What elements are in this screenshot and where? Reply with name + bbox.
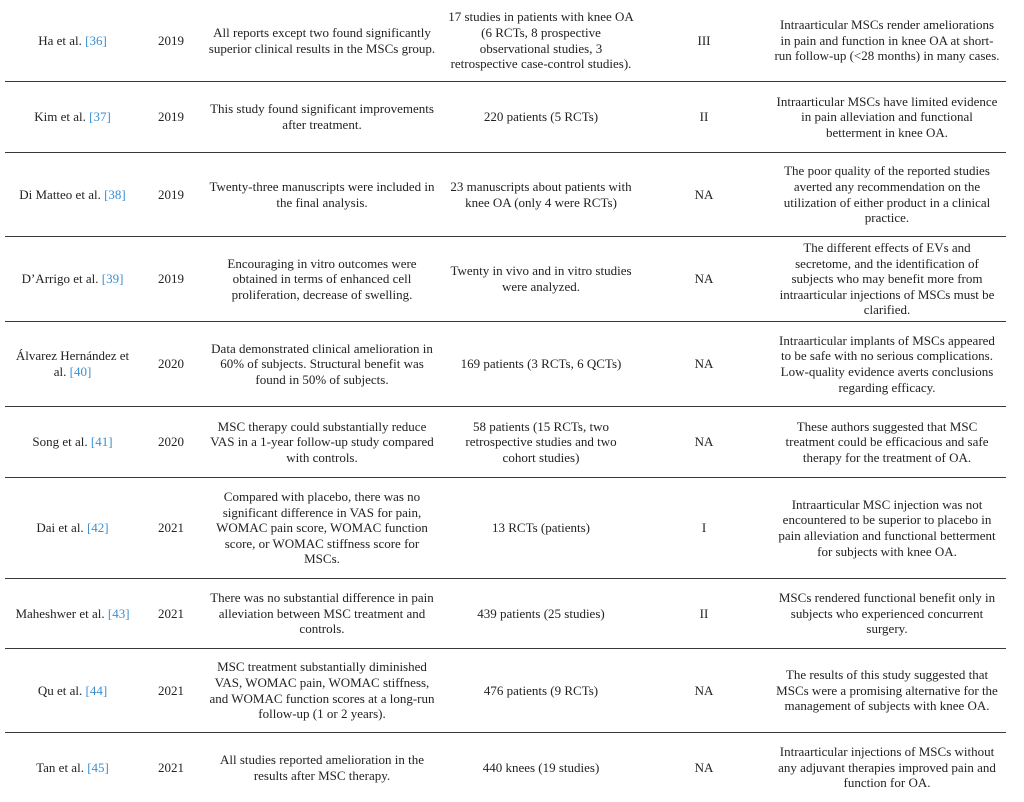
study-cell: [5, 760, 140, 776]
study-cell: [5, 606, 140, 622]
evidence-level-cell: I: [701, 520, 707, 536]
citation-link[interactable]: [41]: [90, 434, 113, 450]
sample-cell: 169 patients (3 RCTs, 6 QCTs): [460, 356, 622, 372]
conclusion-cell: Intraarticular implants of MSCs appeared to be safe with no serious complications. Low-quality evidence averts conclusions regarding efficacy.: [779, 332, 995, 395]
sample-cell: 58 patients (15 RCTs, two retrospective studies and two cohort studies): [465, 418, 617, 465]
year-cell: 2020: [158, 356, 184, 372]
conclusion-cell: MSCs rendered functional benefit only in subjects who experienced concurrent surgery.: [778, 590, 996, 637]
table-row: [5, 649, 1006, 733]
evidence-level-cell: II: [699, 109, 709, 125]
conclusion-cell: Intraarticular injections of MSCs without any adjuvant therapies improved pain and function for OA.: [778, 744, 996, 791]
citation-link[interactable]: [44]: [85, 682, 108, 698]
year-cell: 2021: [158, 682, 184, 698]
citation-link[interactable]: [38]: [104, 186, 126, 202]
table-row: [5, 322, 1006, 407]
citation-link[interactable]: [37]: [89, 109, 111, 125]
table-row: [5, 579, 1006, 649]
study-authors: Ha et al.: [38, 32, 82, 48]
findings-cell: Encouraging in vitro outcomes were obtained in terms of enhanced cell proliferation, decrease of swelling.: [227, 255, 417, 302]
findings-cell: Twenty-three manuscripts were included in the final analysis.: [209, 178, 435, 210]
conclusion-cell: Intraarticular MSCs have limited evidence in pain alleviation and functional betterment in knee OA.: [776, 93, 998, 140]
study-authors: Álvarez Hernández et al.: [15, 348, 130, 379]
evidence-level-cell: NA: [694, 682, 714, 698]
table-row: [5, 82, 1006, 153]
conclusion-cell: The poor quality of the reported studies averted any recommendation on the utilization of either product in a clinical practice.: [783, 163, 991, 226]
sample-cell: 23 manuscripts about patients with knee OA (only 4 were RCTs): [450, 178, 632, 210]
study-cell: [5, 348, 140, 379]
conclusion-cell: Intraarticular MSCs render ameliorations in pain and function in knee OA at short-run follow-up (<28 months) in many cases.: [774, 17, 1000, 64]
study-cell: [5, 271, 140, 287]
findings-cell: There was no substantial difference in pain alleviation between MSC treatment and controls.: [210, 590, 434, 637]
conclusion-cell: The results of this study suggested that MSCs were a promising alternative for the management of subjects with knee OA.: [776, 667, 998, 714]
citation-link[interactable]: [40]: [69, 364, 92, 379]
year-cell: 2019: [158, 271, 184, 287]
conclusion-cell: These authors suggested that MSC treatment could be efficacious and safe therapy for the treatment of OA.: [785, 418, 989, 465]
findings-cell: Data demonstrated clinical amelioration in 60% of subjects. Structural benefit was found in 50% of subjects.: [211, 340, 433, 387]
evidence-level-cell: NA: [694, 759, 714, 775]
table-row: [5, 153, 1006, 237]
study-cell: [5, 520, 140, 536]
citation-link[interactable]: [43]: [107, 605, 130, 621]
table-row: [5, 407, 1006, 478]
sample-cell: 476 patients (9 RCTs): [483, 682, 599, 698]
sample-cell: 439 patients (25 studies): [477, 605, 605, 621]
study-cell: [5, 109, 140, 125]
table-row: [5, 478, 1006, 579]
sample-cell: 440 knees (19 studies): [482, 759, 600, 775]
evidence-level-cell: NA: [694, 186, 714, 202]
study-authors: Song et al.: [32, 434, 88, 450]
table-row: [5, 733, 1006, 802]
citation-link[interactable]: [45]: [87, 759, 109, 775]
year-cell: 2019: [158, 32, 184, 48]
findings-cell: This study found significant improvements after treatment.: [210, 101, 434, 132]
conclusion-cell: Intraarticular MSC injection was not encountered to be superior to placebo in pain alleviation and functional betterment for subjects with knee OA.: [778, 496, 996, 559]
findings-cell: Compared with placebo, there was no significant difference in VAS for pain, WOMAC pain score, WOMAC function score, or WOMAC stiffness score for MSCs.: [216, 489, 428, 567]
year-cell: 2021: [158, 605, 184, 621]
sample-cell: 220 patients (5 RCTs): [483, 109, 599, 125]
citation-link[interactable]: [42]: [86, 520, 109, 536]
evidence-level-cell: NA: [694, 356, 714, 372]
sample-cell: 17 studies in patients with knee OA (6 RCTs, 8 prospective observational studies, 3 retrospective case-control studies).: [448, 9, 634, 72]
year-cell: 2021: [158, 759, 184, 775]
table-row: [5, 0, 1006, 82]
study-authors: Maheshwer et al.: [15, 605, 105, 621]
studies-table: [5, 0, 1006, 802]
study-cell: [5, 187, 140, 203]
year-cell: 2020: [158, 434, 184, 450]
evidence-level-cell: II: [699, 605, 709, 621]
study-authors: Tan et al.: [36, 759, 84, 775]
sample-cell: Twenty in vivo and in vitro studies were analyzed.: [450, 263, 632, 294]
findings-cell: MSC therapy could substantially reduce VAS in a 1-year follow-up study compared with controls.: [210, 418, 434, 465]
citation-link[interactable]: [36]: [85, 32, 107, 48]
table-row: [5, 237, 1006, 322]
year-cell: 2021: [158, 520, 184, 536]
year-cell: 2019: [158, 186, 184, 202]
year-cell: 2019: [158, 109, 184, 125]
sample-cell: 13 RCTs (patients): [491, 520, 591, 536]
evidence-level-cell: III: [697, 32, 711, 48]
study-cell: [5, 683, 140, 699]
study-authors: Kim et al.: [34, 109, 86, 125]
findings-cell: MSC treatment substantially diminished VAS, WOMAC pain, WOMAC stiffness, and WOMAC function scores at a long-run follow-up (1 or 2 years).: [209, 659, 435, 722]
study-authors: Dai et al.: [36, 520, 84, 536]
study-cell: [5, 434, 140, 450]
study-cell: [5, 33, 140, 49]
evidence-level-cell: NA: [694, 434, 714, 450]
findings-cell: All studies reported amelioration in the results after MSC therapy.: [220, 751, 424, 783]
citation-link[interactable]: [39]: [101, 271, 124, 287]
study-authors: D’Arrigo et al.: [21, 271, 99, 287]
study-authors: Di Matteo et al.: [19, 186, 101, 202]
conclusion-cell: The different effects of EVs and secretome, and the identification of subjects who may benefit more from intraarticular injections of MSCs must be clarified.: [779, 240, 995, 318]
findings-cell: All reports except two found significantly superior clinical results in the MSCs group.: [208, 24, 436, 56]
evidence-level-cell: NA: [694, 271, 714, 287]
study-authors: Qu et al.: [37, 682, 83, 698]
